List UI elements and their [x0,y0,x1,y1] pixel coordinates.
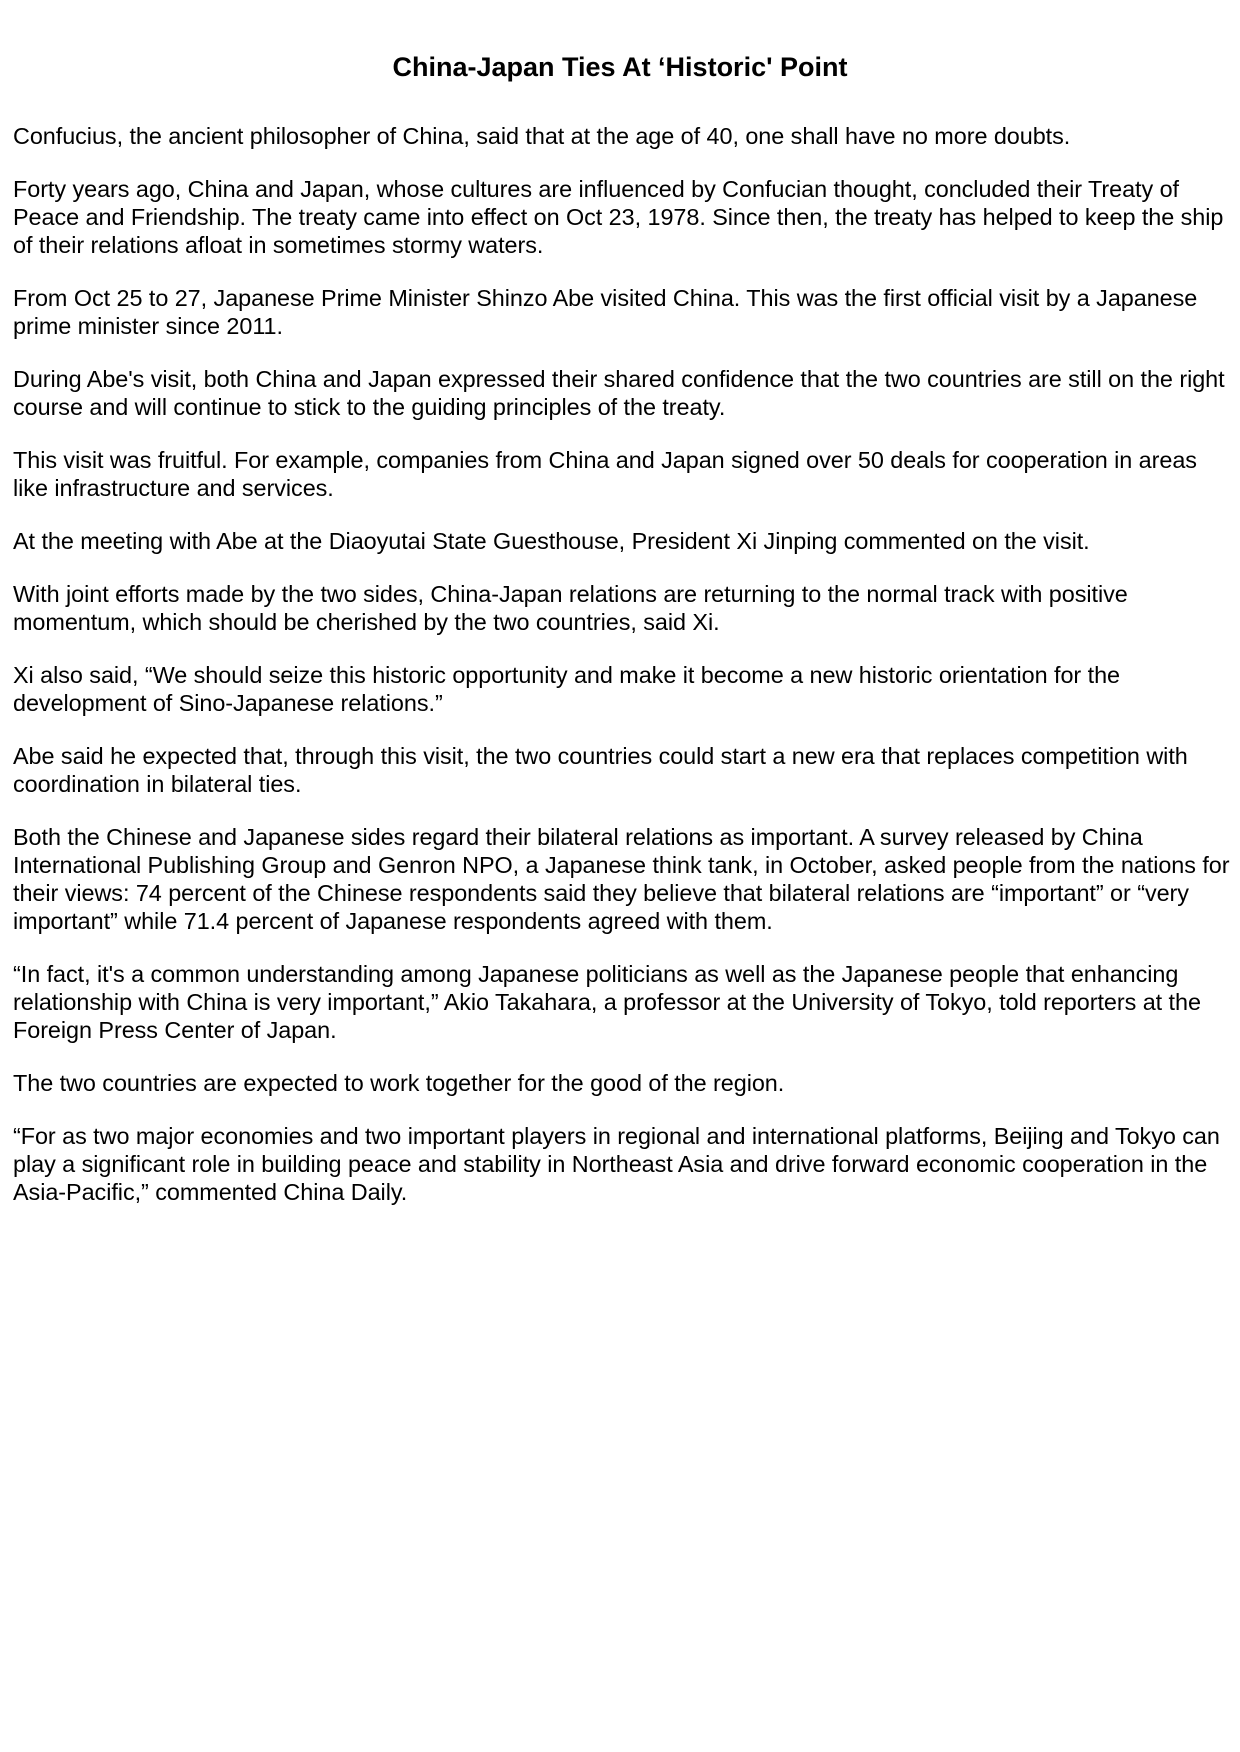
paragraph: During Abe's visit, both China and Japan expressed their shared confidence that the two countries are still on the right course and will continue to stick to the guiding principles of the treaty. [13,366,1225,420]
paragraph: Xi also said, “We should seize this historic opportunity and make it become a new historic orientation for the development of Sino-Japanese relations.” [13,662,1120,716]
paragraph: At the meeting with Abe at the Diaoyutai State Guesthouse, President Xi Jinping commented on the visit. [13,528,1090,554]
paragraph: Confucius, the ancient philosopher of China, said that at the age of 40, one shall have no more doubts. [13,123,1071,149]
paragraph: Forty years ago, China and Japan, whose cultures are influenced by Confucian thought, concluded their Treaty of Peace and Friendship. The treaty came into effect on Oct 23, 1978. Since then, the treaty has helped to keep the ship of their relations afloat in sometimes stormy waters. [13,176,1224,258]
paragraph: This visit was fruitful. For example, companies from China and Japan signed over 50 deals for cooperation in areas like infrastructure and services. [13,447,1197,501]
paragraph: With joint efforts made by the two sides, China-Japan relations are returning to the normal track with positive momentum, which should be cherished by the two countries, said Xi. [13,581,1128,635]
paragraph: “For as two major economies and two important players in regional and international platforms, Beijing and Tokyo can play a significant role in building peace and stability in Northeast Asia and drive forward economic cooperation in the Asia-Pacific,” commented China Daily. [13,1123,1220,1205]
article-body [13,122,1235,1231]
paragraph: Both the Chinese and Japanese sides regard their bilateral relations as important. A survey released by China International Publishing Group and Genron NPO, a Japanese think tank, in October, asked people from the nations for their views: 74 percent of the Chinese respondents said they believe that bilateral relations are “important” or “very important” while 71.4 percent of Japanese respondents agreed with them. [13,824,1230,934]
paragraph: The two countries are expected to work together for the good of the region. [13,1070,785,1096]
paragraph: Abe said he expected that, through this visit, the two countries could start a new era that replaces competition with coordination in bilateral ties. [13,743,1188,797]
article-title: China-Japan Ties At ‘Historic' Point [392,52,848,82]
paragraph: “In fact, it's a common understanding among Japanese politicians as well as the Japanese people that enhancing relationship with China is very important,” Akio Takahara, a professor at the University of Tokyo, told reporters at the Foreign Press Center of Japan. [13,961,1201,1043]
paragraph: From Oct 25 to 27, Japanese Prime Minister Shinzo Abe visited China. This was the first official visit by a Japanese prime minister since 2011. [13,285,1198,339]
